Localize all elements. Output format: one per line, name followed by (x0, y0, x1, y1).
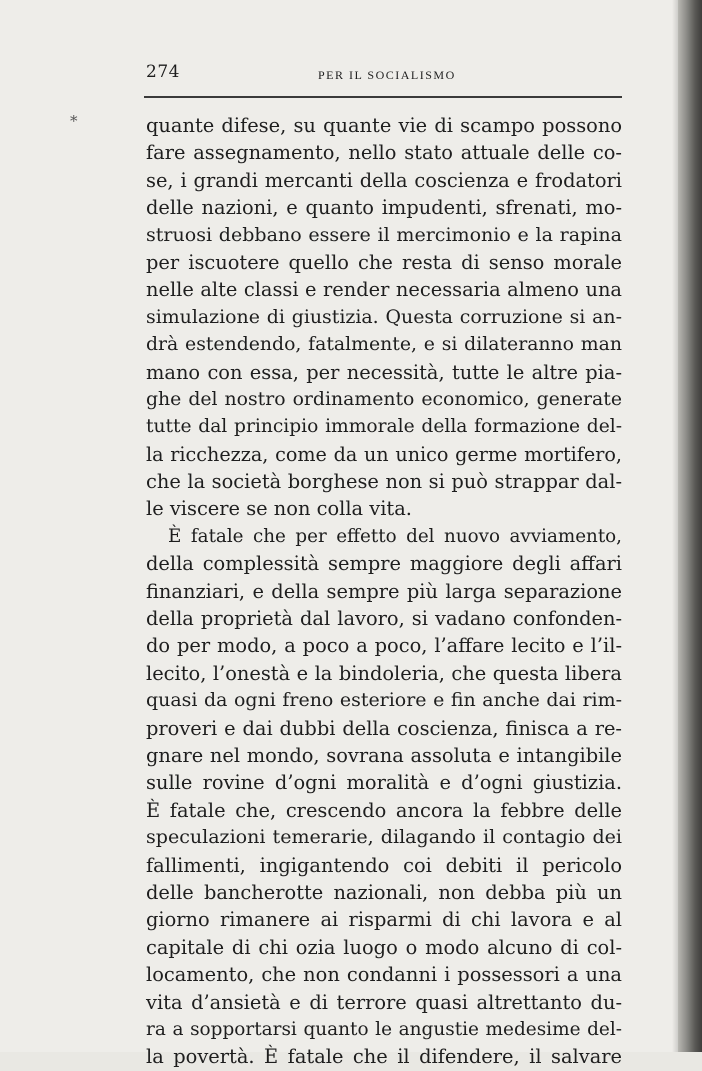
text-line: se, i grandi mercanti della coscienza e frodatori (146, 168, 622, 192)
body-text (146, 112, 622, 1071)
text-line: della proprietà dal lavoro, si vadano confonden- (146, 607, 622, 631)
text-line: della complessità sempre maggiore degli affari (146, 552, 622, 576)
text-line: simulazione di giustizia. Questa corruzione si an- (146, 305, 622, 328)
text-line: quasi da ogni freno esteriore e fin anche dai rim- (146, 689, 622, 712)
text-line: nelle alte classi e render necessaria almeno una (146, 278, 622, 302)
text-line: speculazioni temerarie, dilagando il contagio dei (146, 826, 622, 849)
text-line: mano con essa, per necessità, tutte le altre pia- (146, 360, 622, 384)
text-line: per iscuotere quello che resta di senso morale (146, 250, 622, 274)
text-line: tutte dal principio immorale della formazione del- (146, 416, 622, 438)
text-line: locamento, che non condanni i possessori a una (146, 963, 622, 987)
text-line: ra a sopportarsi quanto le angustie medesime del- (146, 1018, 622, 1040)
text-line: fallimenti, ingigantendo coi debiti il pericolo (146, 853, 622, 877)
text-line: quante difese, su quante vie di scampo possono (146, 114, 622, 137)
text-line: do per modo, a poco a poco, l’affare lecito e l’il- (146, 634, 622, 658)
text-line: lecito, l’onestà e la bindoleria, che questa libera (146, 661, 622, 685)
book-spine (678, 0, 702, 1052)
text-line: struosi debbano essere il mercimonio e la rapina (146, 223, 622, 246)
text-line: vita d’ansietà e di terrore quasi altrettanto du- (146, 990, 622, 1014)
text-line: drà estendendo, fatalmente, e si dilateranno man (146, 334, 622, 356)
text-line: giorno rimanere ai risparmi di chi lavora e al (146, 908, 622, 932)
text-line: ghe del nostro ordinamento economico, generate (146, 388, 622, 410)
text-line: la ricchezza, come da un unico germe mortifero, (146, 442, 622, 466)
text-line: finanziari, e della sempre più larga separazione (146, 579, 622, 603)
running-title: PER IL SOCIALISMO (318, 68, 456, 82)
text-line: È fatale che, crescendo ancora la febbre delle (146, 798, 622, 822)
header-rule (144, 96, 622, 98)
text-line: sulle rovine d’ogni moralità e d’ogni giustizia. (146, 771, 622, 795)
marginal-mark: * (70, 112, 78, 130)
text-line: fare assegnamento, nello stato attuale delle co- (146, 141, 622, 165)
text-line: le viscere se non colla vita. (146, 497, 412, 521)
text-line: delle bancherotte nazionali, non debba più un (146, 880, 622, 904)
text-line: la povertà. È fatale che il difendere, il salvare (146, 1045, 622, 1069)
text-line: capitale di chi ozia luogo o modo alcuno di col- (146, 935, 622, 959)
text-line: È fatale che per effetto del nuovo avviamento, (168, 525, 622, 547)
text-line: proveri e dai dubbi della coscienza, finisca a re- (146, 716, 622, 740)
text-line: delle nazioni, e quanto impudenti, sfrenati, mo- (146, 196, 622, 220)
page-header (146, 62, 622, 92)
text-line: che la società borghese non si può strappar dal- (146, 470, 622, 494)
text-line: gnare nel mondo, sovrana assoluta e intangibile (146, 743, 622, 767)
page-number: 274 (146, 62, 180, 82)
